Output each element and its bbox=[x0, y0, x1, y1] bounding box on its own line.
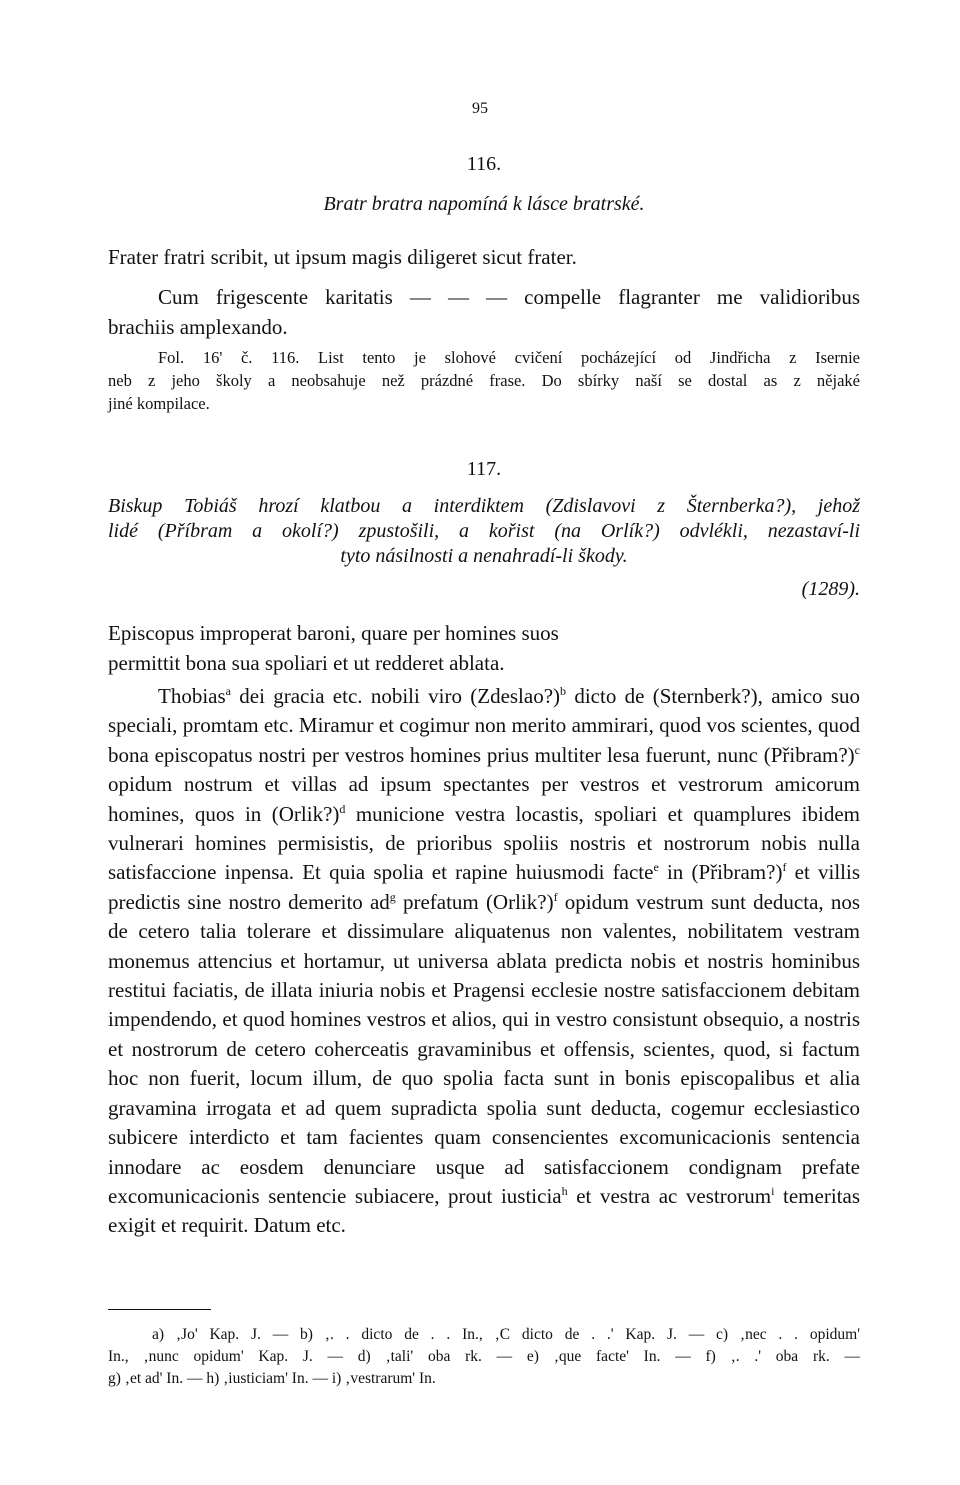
body-text-segment: dei gracia etc. nobili viro (Zdeslao?) bbox=[230, 684, 561, 708]
footnote-marker: f bbox=[782, 860, 787, 875]
document-116-number: 116. bbox=[466, 153, 502, 175]
footnote-marker: e bbox=[653, 860, 659, 875]
footnote-rule bbox=[108, 1309, 211, 1310]
document-117-latin-title bbox=[108, 618, 860, 678]
body-text-segment: Thobias bbox=[158, 684, 226, 708]
footnote-line: g) ‚et ad' In. — h) ‚iusticiam' In. — i) ‚vestrarum' In. bbox=[108, 1370, 436, 1387]
latin-title-line: Episcopus improperat baroni, quare per homines suos bbox=[108, 621, 559, 645]
body-text-segment: et villis predictis sine nostro demerito ad bbox=[108, 860, 860, 914]
czech-title-line: lidé (Příbram a okolí?) zpustošili, a kořist (na Orlík?) odvlékli, nezastaví-li bbox=[108, 520, 860, 542]
latin-title-line: permittit bona sua spoliari et ut redderet ablata. bbox=[108, 651, 505, 675]
footnote-marker: b bbox=[560, 684, 567, 698]
body-text-segment: opidum nostrum et villas ad ipsum spectantes per vestros et vestrorum amicorum homines, quos in (Orlik?) bbox=[108, 772, 860, 826]
body-text-segment: opidum vestrum sunt deducta, nos de cetero talia tolerare et dissimulare aliquatenus non valentes, nobilitatem vestram monemus attencius et hortamur, ut universa ablata predicta nobis et nostris hominibus restitui faciatis, de illata iniuria nobis et Pragensi ecclesie nostre satisfaccionem debitam impendendo, et quod homines vestros et alios, qui in vestro consistunt obsequio, a nostris et nostrorum de cetero coherceatis gravaminibus et offensis, scientes, quod, si factum hoc non fuerit, locum illum, de quo spolia facta sunt in bonis episcopalibus et alia gravamina irrogata et ad quem supradicta spolia sunt deducta, cogemur ecclesiastico subicere interdicto et tam facientes quam consencientes excomunicacionis sentencia innodare ac eosdem denunciare usque ad satisfaccionem condignam prefate excomunicacionis sentencie subiacere, prout iusticia bbox=[108, 889, 860, 1208]
note-line: Fol. 16' č. 116. List tento je slohové cvičení pocházející od Jindřicha z Isernie bbox=[158, 348, 860, 367]
page-number: 95 bbox=[472, 100, 488, 117]
footnote-marker: d bbox=[339, 801, 346, 816]
body-text-segment: dicto de (Sternberk?), amico suo speciali, promtam etc. Miramur et cogimur non merito ammirari, quod vos scientes, quod bona episcopatus nostri per vestros homines prius multiter lesa fuerunt, nunc (Přibram?) bbox=[108, 684, 860, 767]
body-text-segment: temeritas exigit et requirit. Datum etc. bbox=[108, 1183, 860, 1238]
document-117-number: 117. bbox=[466, 458, 502, 480]
document-116-note bbox=[108, 346, 860, 415]
document-116-latin-title: Frater fratri scribit, ut ipsum magis diligeret sicut frater. bbox=[108, 245, 577, 269]
body-text-segment: et vestra ac vestrorum bbox=[567, 1183, 772, 1208]
footnote-marker: f bbox=[553, 889, 558, 904]
footnote-marker: i bbox=[771, 1183, 775, 1198]
body-text-segment: in (Přibram?) bbox=[658, 860, 783, 885]
footnote-line: In., ‚nunc opidum' Kap. J. — d) ‚tali' oba rk. — e) ‚que facte' In. — f) ‚. .' oba rk. — bbox=[108, 1348, 860, 1365]
document-117-czech-title bbox=[108, 494, 860, 569]
document-117-date: (1289). bbox=[801, 578, 860, 600]
note-line: jiné kompilace. bbox=[108, 394, 210, 413]
body-text-segment: municione vestra locastis, spoliari et quamplures ibidem vulnerari homines permisistis, de prioribus spoliis nostris et nostrorum nobis nulla satisfaccione inpensa. Et quia spolia et rapine huiusmodi facte bbox=[108, 801, 860, 885]
footnote-marker: g bbox=[389, 889, 396, 904]
footnotes bbox=[108, 1324, 860, 1390]
document-116-czech-title: Bratr bratra napomíná k lásce bratrské. bbox=[323, 193, 645, 215]
footnote-line: a) ‚Jo' Kap. J. — b) ‚. . dicto de . . In., ‚C dicto de . .' Kap. J. — c) ‚nec . . opidum' bbox=[152, 1326, 860, 1343]
czech-title-line: tyto násilnosti a nenahradí-li škody. bbox=[340, 545, 628, 567]
footnote-marker: a bbox=[225, 684, 231, 698]
document-117-body bbox=[108, 682, 860, 1241]
document-116-text-line: brachiis amplexando. bbox=[108, 315, 288, 339]
document-116-text bbox=[108, 282, 860, 342]
note-line: neb z jeho školy a neobsahuje než prázdné frase. Do sbírky naší se dostal as z nějaké bbox=[108, 371, 860, 390]
footnote-marker: h bbox=[561, 1183, 568, 1198]
czech-title-line: Biskup Tobiáš hrozí klatbou a interdiktem (Zdislavovi z Šternberka?), jehož bbox=[108, 495, 860, 517]
footnote-marker: c bbox=[854, 742, 860, 757]
body-text-segment: prefatum (Orlik?) bbox=[395, 889, 554, 914]
document-116-text-line: Cum frigescente karitatis — — — compelle flagranter me validioribus bbox=[158, 285, 860, 309]
